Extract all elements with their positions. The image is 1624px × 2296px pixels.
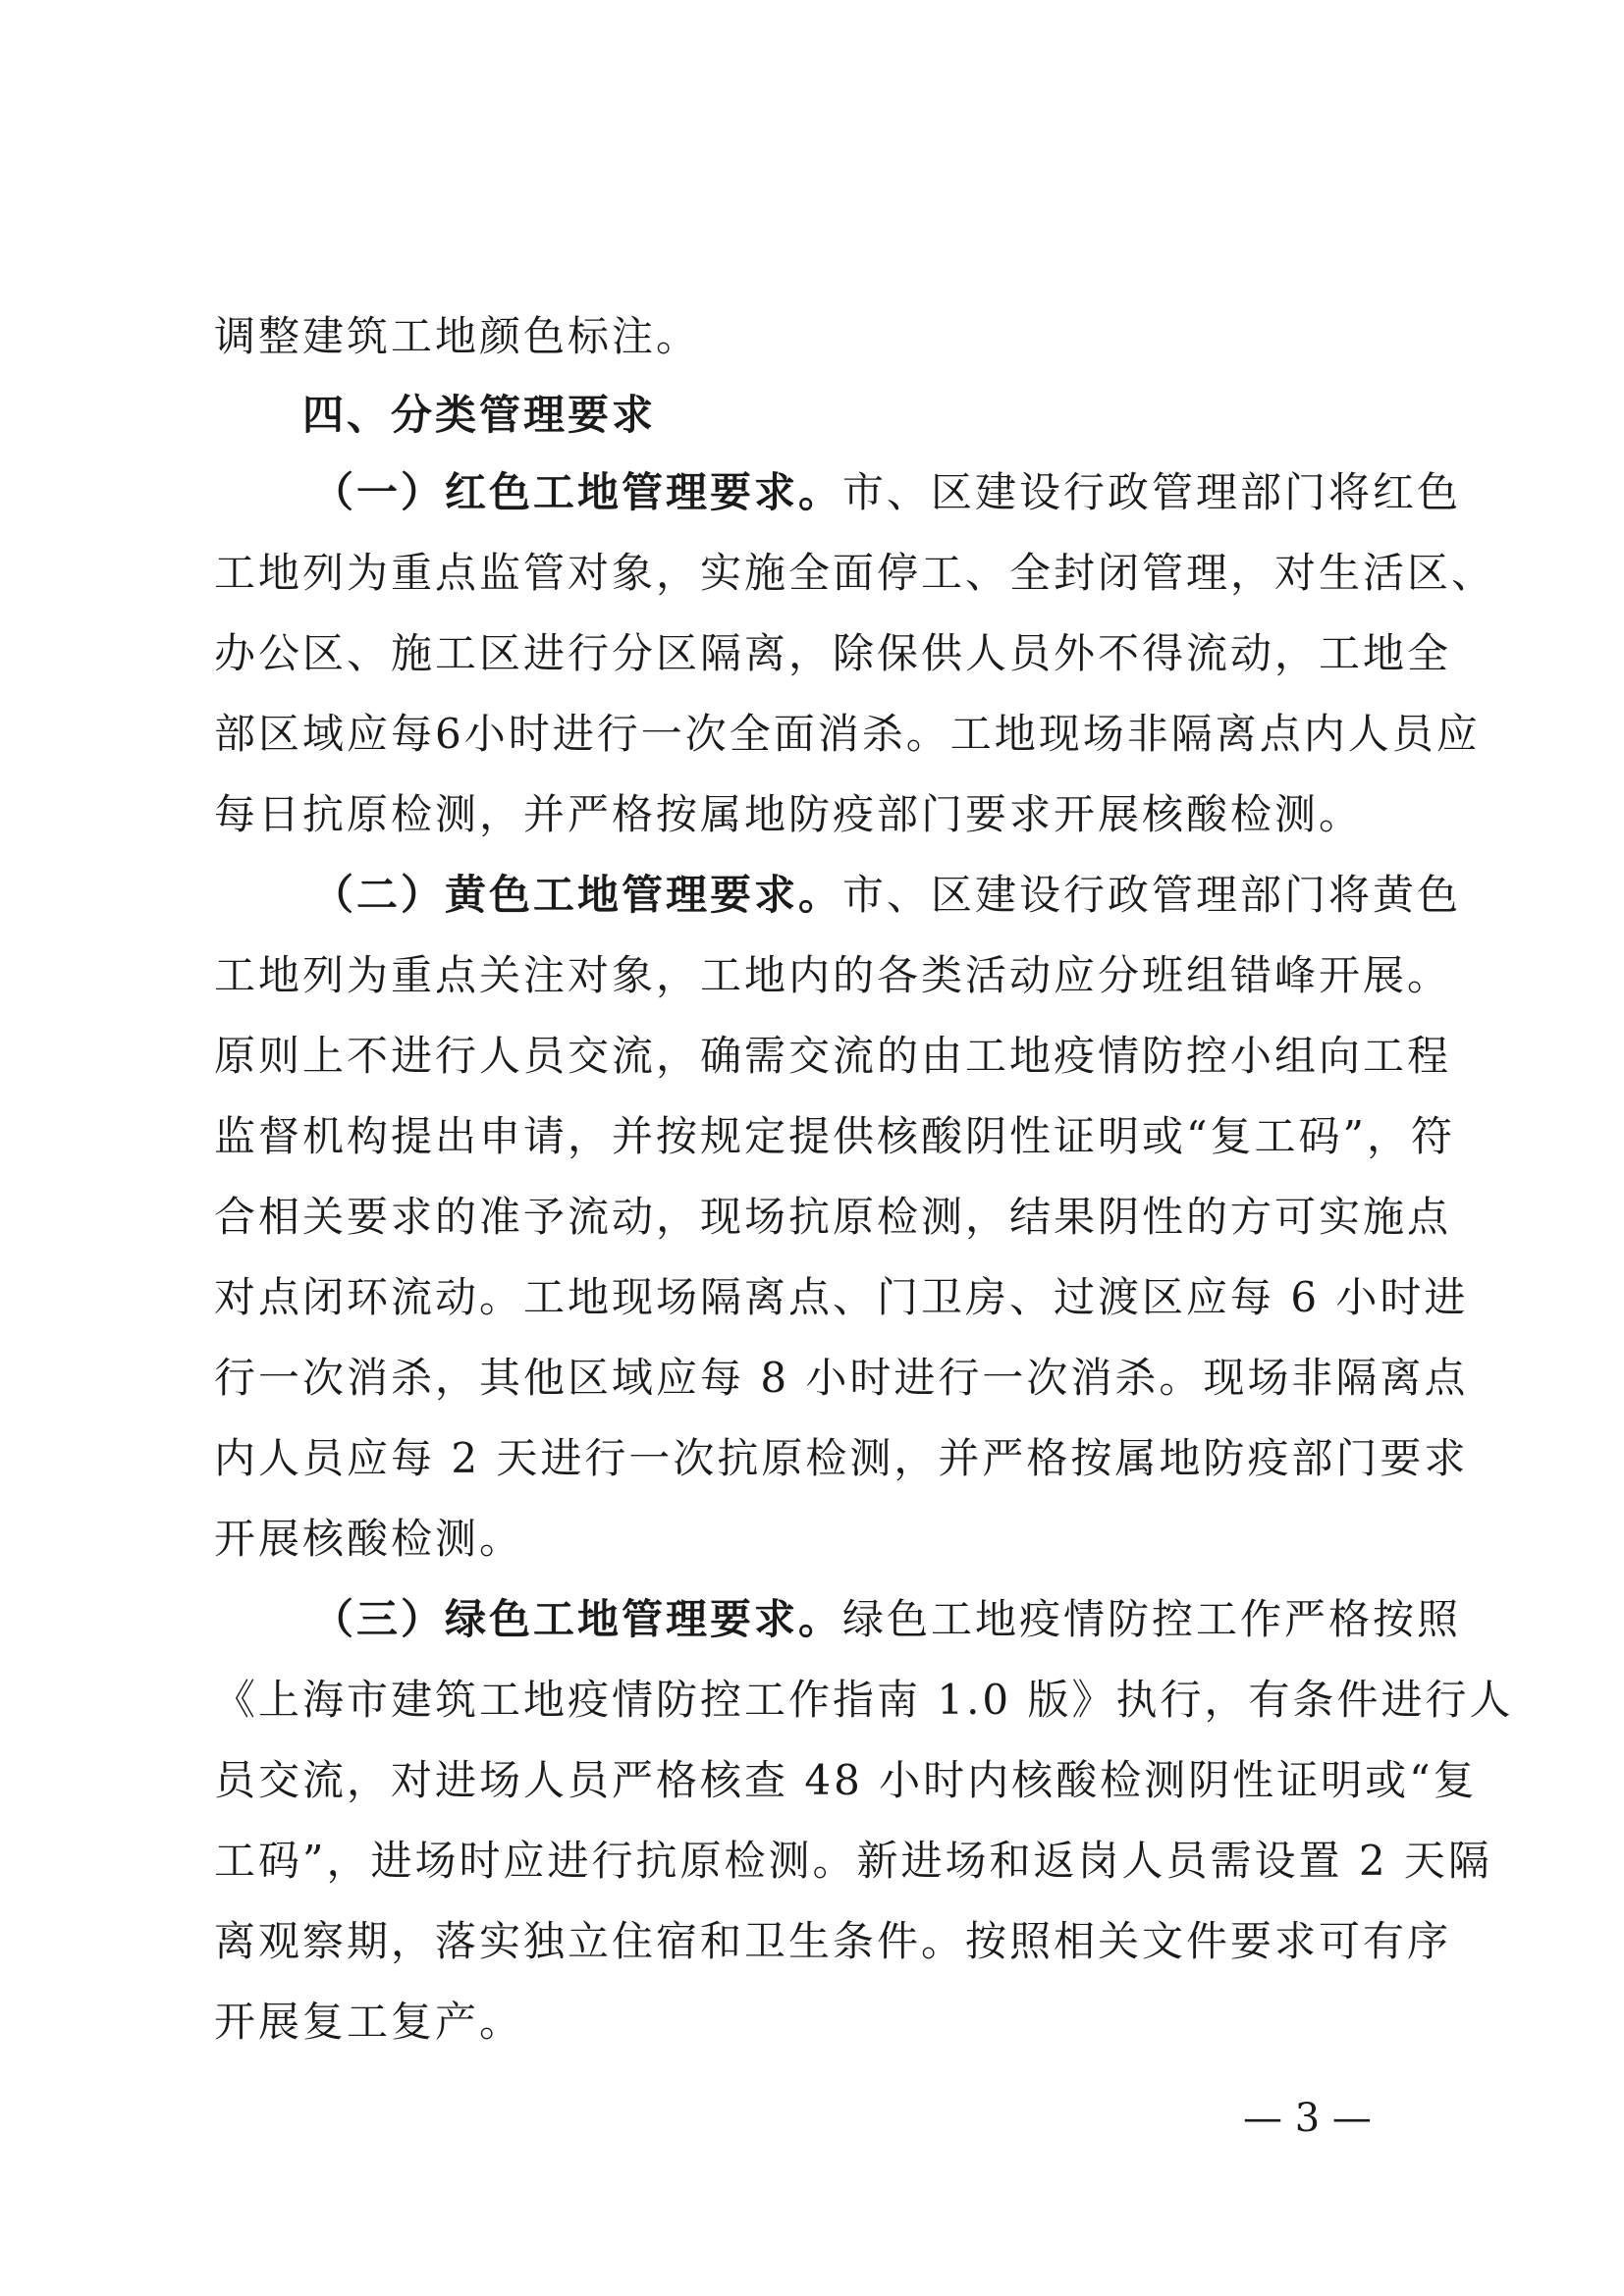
text-line: 开展核酸检测。 xyxy=(214,1515,524,1563)
paragraph-title-red: （一）红色工地管理要求。 xyxy=(312,468,843,516)
text-line: 每日抗原检测，并严格按属地防疫部门要求开展核酸检测。 xyxy=(214,790,1364,838)
paragraph-line xyxy=(312,868,1520,923)
text-line: 原则上不进行人员交流，确需交流的由工地疫情防控小组向工程 xyxy=(214,1032,1452,1080)
text-line: 合相关要求的准予流动，现场抗原检测，结果阴性的方可实施点 xyxy=(214,1193,1452,1241)
text-line: 调整建筑工地颜色标注。 xyxy=(214,312,701,360)
text-line: 对点闭环流动。工地现场隔离点、门卫房、过渡区应每 6 小时进 xyxy=(214,1273,1469,1321)
text-line: 《上海市建筑工地疫情防控工作指南 1.0 版》执行，有条件进行人 xyxy=(214,1676,1514,1724)
text-line: 部区域应每6小时进行一次全面消杀。工地现场非隔离点内人员应 xyxy=(214,710,1481,758)
text-line: 工码”，进场时应进行抗原检测。新进场和返岗人员需设置 2 天隔 xyxy=(214,1837,1492,1885)
text-line: 离观察期，落实独立住宿和卫生条件。按照相关文件要求可有序 xyxy=(214,1917,1452,1965)
paragraph-text: 绿色工地疫情防控工作严格按照 xyxy=(842,1595,1462,1643)
paragraph-line xyxy=(312,465,1520,520)
text-line: 内人员应每 2 天进行一次抗原检测，并严格按属地防疫部门要求 xyxy=(214,1434,1469,1482)
section-heading: 四、分类管理要求 xyxy=(302,391,657,439)
paragraph-title-yellow: （二）黄色工地管理要求。 xyxy=(312,871,843,919)
paragraph-line xyxy=(312,1592,1520,1647)
text-line: 办公区、施工区进行分区隔离，除保供人员外不得流动，工地全 xyxy=(214,629,1452,677)
text-line: 工地列为重点监管对象，实施全面停工、全封闭管理，对生活区、 xyxy=(214,549,1496,597)
paragraph-title-green: （三）绿色工地管理要求。 xyxy=(312,1595,843,1643)
paragraph-text: 市、区建设行政管理部门将红色 xyxy=(842,468,1462,516)
text-line: 监督机构提出申请，并按规定提供核酸阴性证明或“复工码”，符 xyxy=(214,1112,1455,1160)
paragraph-text: 市、区建设行政管理部门将黄色 xyxy=(842,871,1462,919)
text-line: 工地列为重点关注对象，工地内的各类活动应分班组错峰开展。 xyxy=(214,951,1452,999)
text-line: 员交流，对进场人员严格核查 48 小时内核酸检测阴性证明或“复 xyxy=(214,1756,1478,1804)
page-number: — 3 — xyxy=(1243,2096,1372,2141)
text-line: 开展复工复产。 xyxy=(214,1998,524,2046)
text-line: 行一次消杀，其他区域应每 8 小时进行一次消杀。现场非隔离点 xyxy=(214,1354,1469,1402)
